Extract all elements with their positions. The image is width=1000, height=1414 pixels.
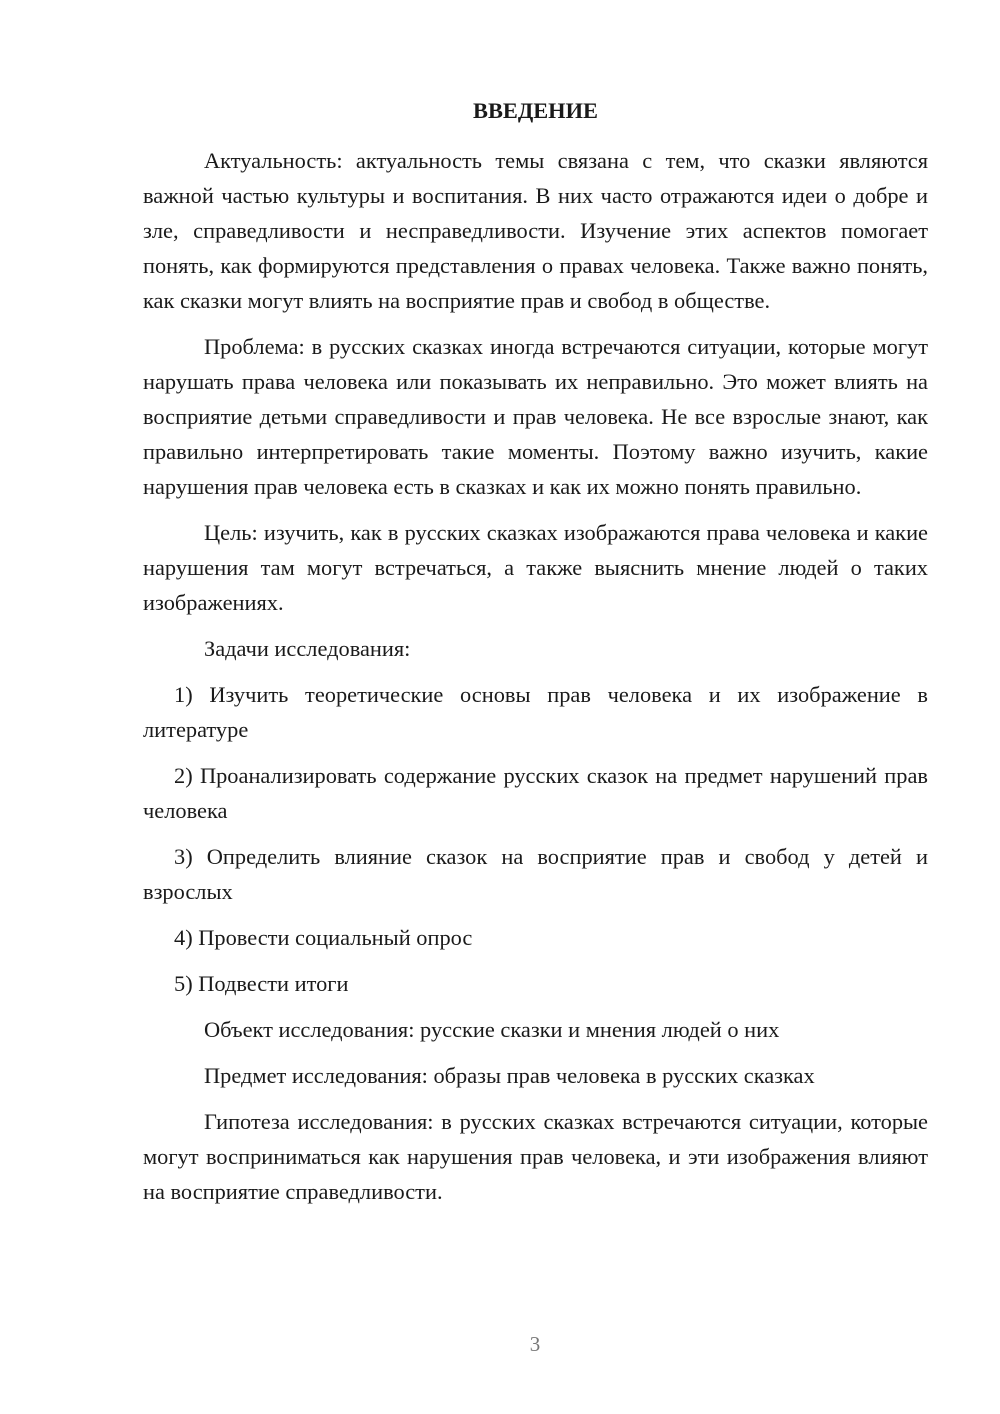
hypothesis-paragraph: Гипотеза исследования: в русских сказках встречаются ситуации, которые могут восприниматься как нарушения прав человека, и эти изображения влияют на восприятие справедливости. <box>143 1109 928 1204</box>
task-item-2: 2) Проанализировать содержание русских сказок на предмет нарушений прав человека <box>143 763 928 823</box>
problem-paragraph: Проблема: в русских сказках иногда встречаются ситуации, которые могут нарушать права человека или показывать их неправильно. Это может влиять на восприятие детьми справедливости и прав человека. Не все взрослые знают, как правильно интерпретировать такие моменты. Поэтому важно изучить, какие нарушения прав человека есть в сказках и как их можно понять правильно. <box>143 334 928 499</box>
page-body <box>143 96 928 1220</box>
subject-paragraph: Предмет исследования: образы прав человека в русских сказках <box>204 1063 815 1088</box>
task-item-5: 5) Подвести итоги <box>174 971 349 996</box>
relevance-paragraph: Актуальность: актуальность темы связана с тем, что сказки являются важной частью культуры и воспитания. В них часто отражаются идеи о добре и зле, справедливости и несправедливости. Изучение этих аспектов помогает понять, как формируются представления о правах человека. Также важно понять, как сказки могут влиять на восприятие прав и свобод в обществе. <box>143 148 928 313</box>
task-item-3: 3) Определить влияние сказок на восприятие прав и свобод у детей и взрослых <box>143 844 928 904</box>
page-title: ВВЕДЕНИЕ <box>473 98 598 123</box>
goal-paragraph: Цель: изучить, как в русских сказках изображаются права человека и какие нарушения там могут встречаться, а также выяснить мнение людей о таких изображениях. <box>143 520 928 615</box>
task-item-4: 4) Провести социальный опрос <box>174 925 473 950</box>
object-paragraph: Объект исследования: русские сказки и мнения людей о них <box>204 1017 780 1042</box>
tasks-heading: Задачи исследования: <box>204 636 411 661</box>
task-item-1: 1) Изучить теоретические основы прав человека и их изображение в литературе <box>143 682 928 742</box>
page-number: 3 <box>529 1332 541 1356</box>
